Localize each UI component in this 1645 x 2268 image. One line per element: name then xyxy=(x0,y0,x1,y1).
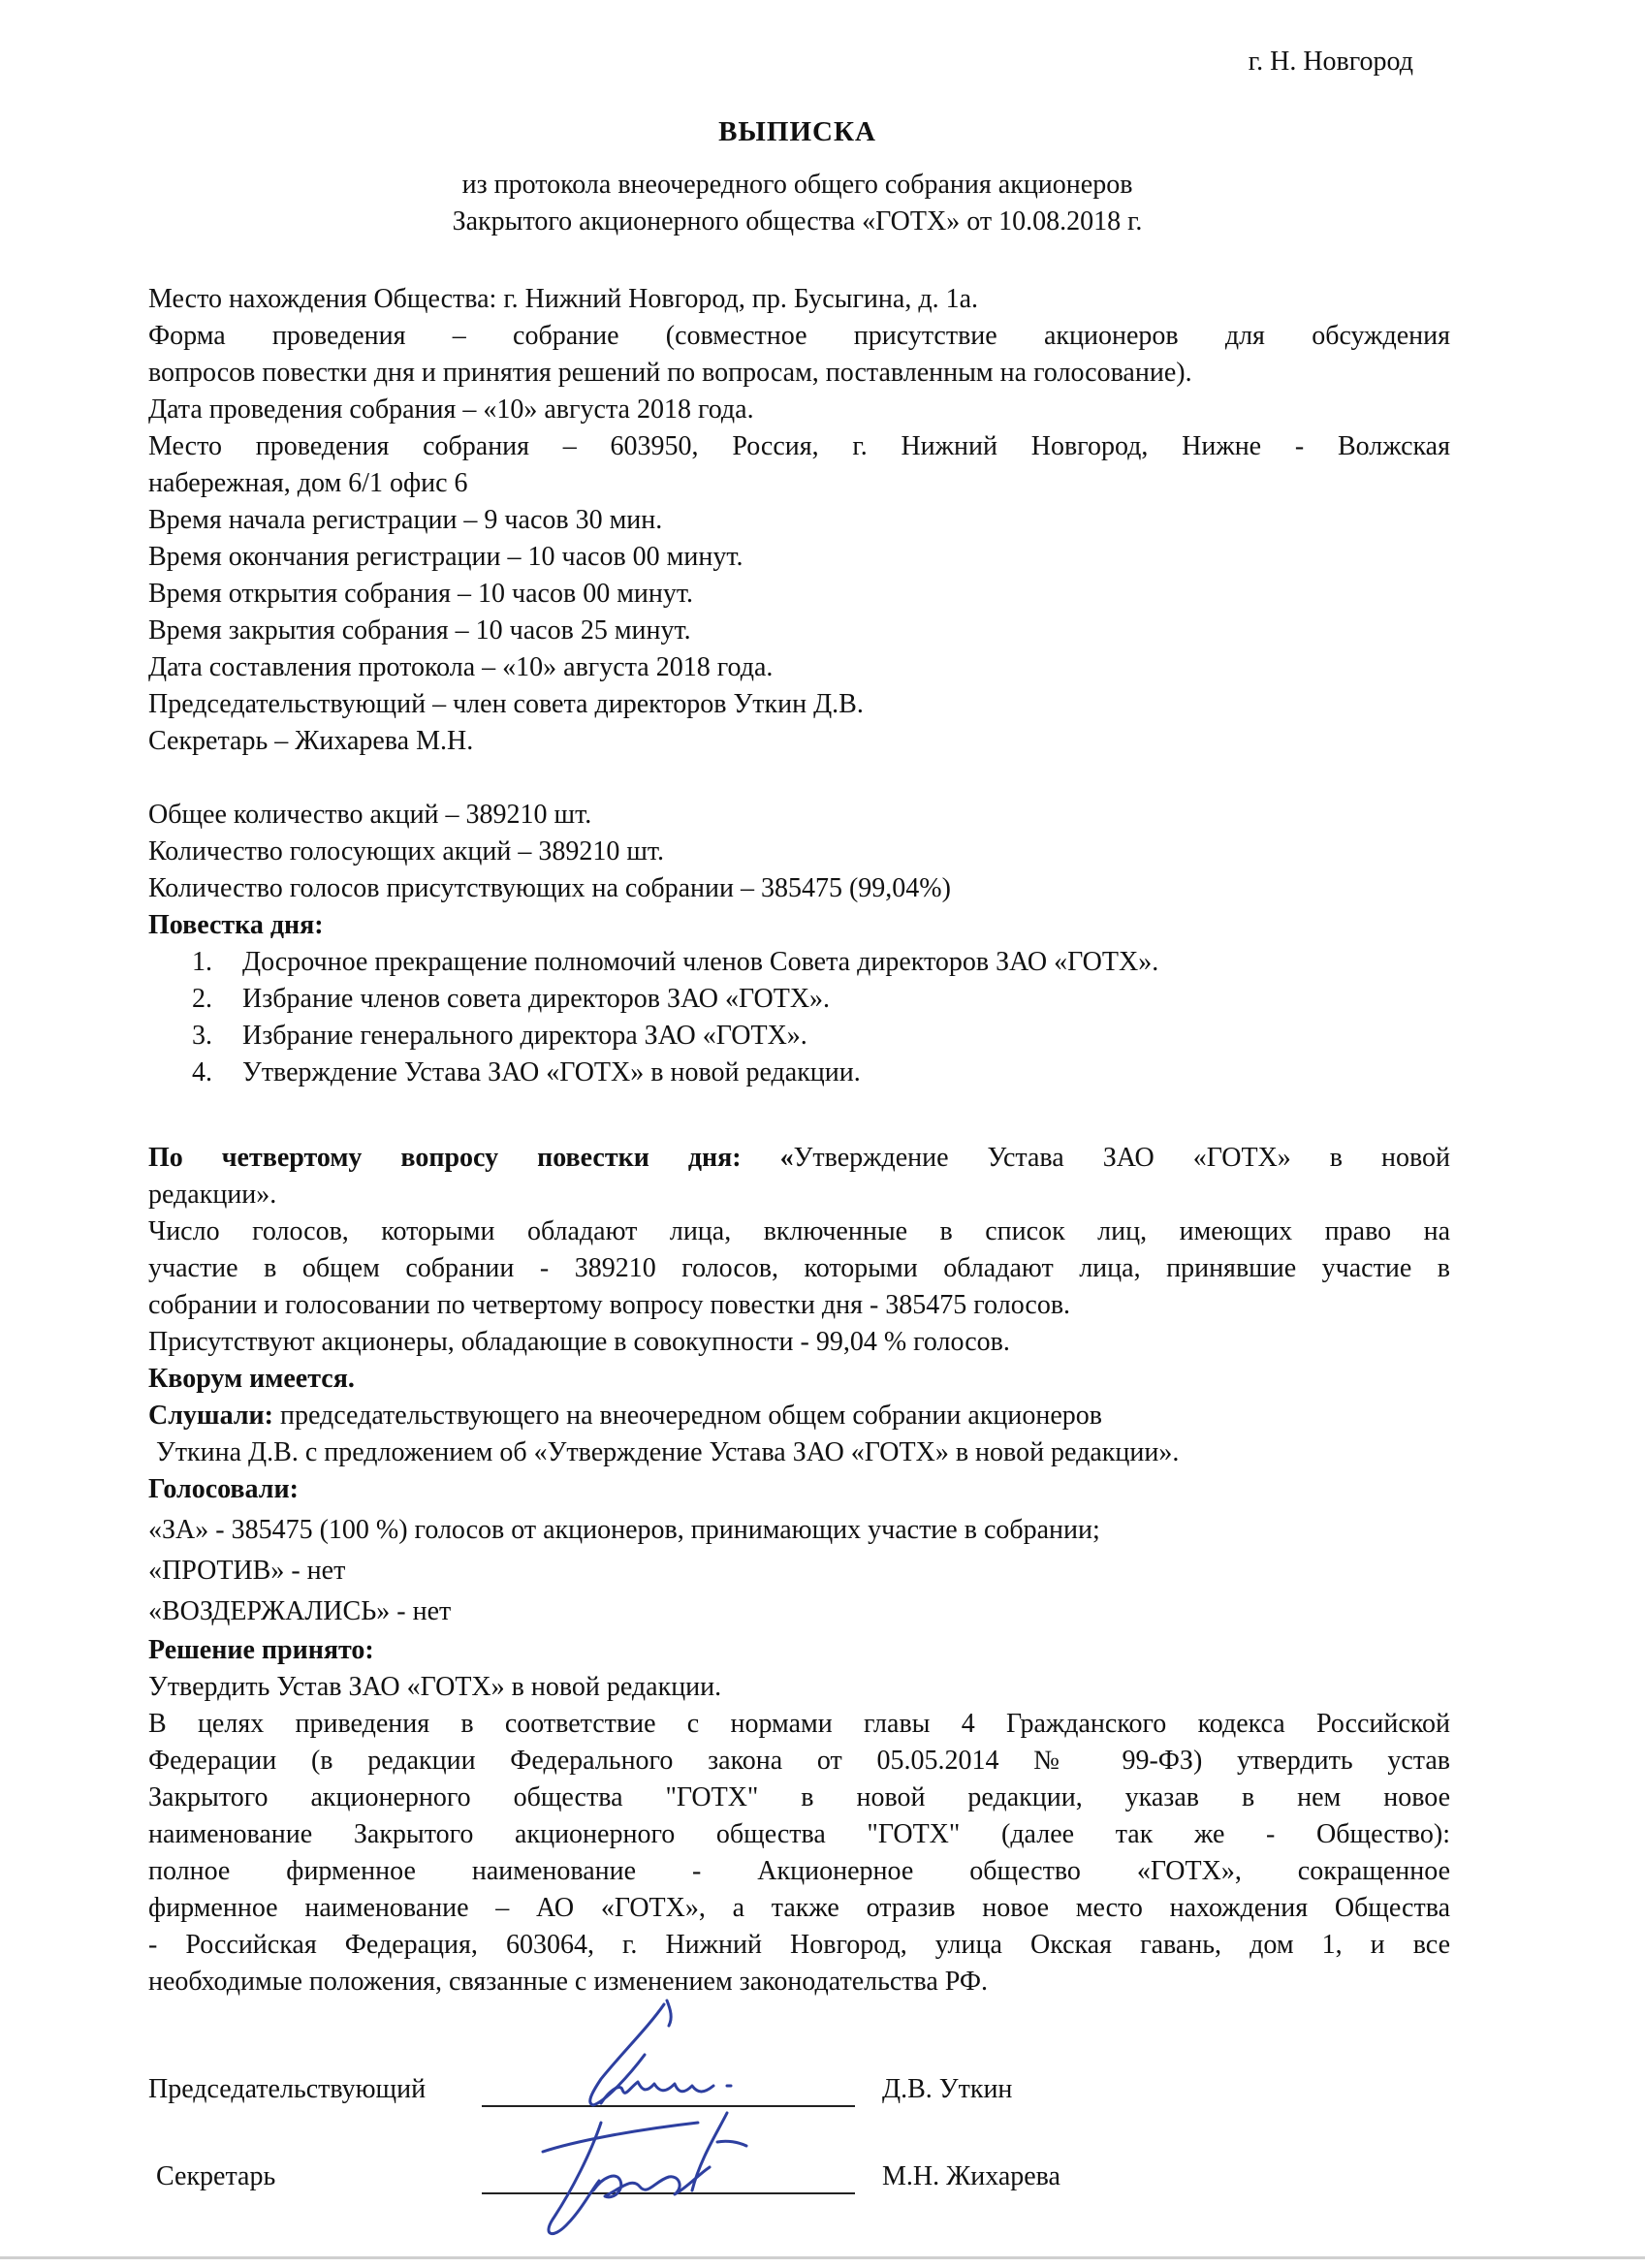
document-subtitle xyxy=(0,167,1595,240)
purpose-line: необходимые положения, связанные с изменением законодательства РФ. xyxy=(148,1967,989,1997)
info-close: Время закрытия собрания – 10 часов 25 минут. xyxy=(148,615,691,646)
votes-text: Присутствуют акционеры, обладающие в совокупности - 99,04 % голосов. xyxy=(148,1327,1010,1357)
purpose-line: фирменное наименование – АО «ГОТХ», а также отразив новое место нахождения Общества xyxy=(148,1893,1450,1923)
info-form-cont: вопросов повестки дня и принятия решений по вопросам, поставленным на голосование). xyxy=(148,358,1192,388)
heard-line xyxy=(148,1398,1450,1434)
agenda-item xyxy=(192,1018,807,1055)
purpose-line: Федерации (в редакции Федерального закона от 05.05.2014 № 99-ФЗ) утвердить устав xyxy=(148,1746,1450,1776)
agenda-item xyxy=(192,1055,861,1091)
decision-text: Утвердить Устав ЗАО «ГОТХ» в новой редакции. xyxy=(148,1672,722,1702)
voted-label: Голосовали: xyxy=(148,1474,299,1504)
votes-text: участие в общем собрании - 389210 голосов, которыми обладают лица, принявшие участие в xyxy=(148,1253,1450,1283)
votes-text: собрании и голосовании по четвертому вопросу повестки дня - 385475 голосов. xyxy=(148,1290,1071,1320)
agenda-item-number: 1. xyxy=(192,947,212,977)
chair-signature-ink xyxy=(590,2000,731,2105)
agenda-item-number: 4. xyxy=(192,1057,212,1087)
info-date: Дата проведения собрания – «10» августа 2018 года. xyxy=(148,394,754,425)
purpose-line: Закрытого акционерного общества "ГОТХ" в новой редакции, указав в нем новое xyxy=(148,1782,1450,1812)
agenda-item-number: 3. xyxy=(192,1021,212,1051)
purpose-line: - Российская Федерация, 603064, г. Нижний Новгород, улица Окская гавань, дом 1, и все xyxy=(148,1930,1450,1960)
secretary-signature-name: М.Н. Жихарева xyxy=(882,2161,1060,2191)
info-reg-end: Время окончания регистрации – 10 часов 00 минут. xyxy=(148,542,743,572)
fourth-question-title-cont: редакции». xyxy=(148,1180,277,1210)
subtitle-line: из протокола внеочередного общего собрания акционеров xyxy=(461,170,1133,200)
agenda-heading: Повестка дня: xyxy=(148,910,324,940)
fourth-question-heading xyxy=(148,1140,1450,1177)
page-bottom-edge xyxy=(0,2256,1645,2259)
agenda-item xyxy=(192,981,830,1018)
purpose-line: наименование Закрытого акционерного общества "ГОТХ" (далее так же - Общество): xyxy=(148,1819,1450,1849)
info-reg-start: Время начала регистрации – 9 часов 30 мин. xyxy=(148,505,663,535)
decision-label: Решение принято: xyxy=(148,1635,374,1665)
info-open: Время открытия собрания – 10 часов 00 минут. xyxy=(148,579,694,609)
agenda-item xyxy=(192,944,1158,981)
secretary-signature-label: Секретарь xyxy=(156,2161,276,2191)
heard-text: председательствующего на внеочередном общем собрании акционеров xyxy=(272,1401,1103,1431)
vote-abstain: «ВОЗДЕРЖАЛИСЬ» - нет xyxy=(148,1596,452,1626)
agenda-item-number: 2. xyxy=(192,984,212,1014)
document-city: г. Н. Новгород xyxy=(1248,47,1413,77)
chair-signature-name: Д.В. Уткин xyxy=(882,2074,1013,2104)
info-venue: Место проведения собрания – 603950, Россия, г. Нижний Новгород, Нижне - Волжская xyxy=(148,431,1450,461)
shares-total: Общее количество акций – 389210 шт. xyxy=(148,800,592,830)
agenda-item-text: Утверждение Устава ЗАО «ГОТХ» в новой редакции. xyxy=(242,1057,861,1087)
votes-text: Число голосов, которыми обладают лица, включенные в список лиц, имеющих право на xyxy=(148,1216,1450,1246)
quorum-status: Кворум имеется. xyxy=(148,1364,355,1394)
handwritten-signatures xyxy=(485,1997,834,2258)
agenda-item-text: Избрание генерального директора ЗАО «ГОТХ». xyxy=(242,1021,807,1051)
purpose-line: В целях приведения в соответствие с нормами главы 4 Гражданского кодекса Российской xyxy=(148,1709,1450,1739)
chair-signature-label: Председательствующий xyxy=(148,2074,427,2104)
agenda-item-text: Избрание членов совета директоров ЗАО «ГОТХ». xyxy=(242,984,831,1014)
info-location: Место нахождения Общества: г. Нижний Новгород, пр. Бусыгина, д. 1а. xyxy=(148,284,978,314)
info-form: Форма проведения – собрание (совместное присутствие акционеров для обсуждения xyxy=(148,321,1450,351)
purpose-line: полное фирменное наименование - Акционерное общество «ГОТХ», сокращенное xyxy=(148,1856,1450,1886)
vote-against: «ПРОТИВ» - нет xyxy=(148,1556,346,1586)
fourth-question-lead: По четвертому вопросу повестки дня: « xyxy=(148,1143,794,1173)
subtitle-line: Закрытого акционерного общества «ГОТХ» от 10.08.2018 г. xyxy=(452,206,1143,236)
info-secretary: Секретарь – Жихарева М.Н. xyxy=(148,726,474,756)
heard-line-cont: Уткина Д.В. с предложением об «Утверждение Устава ЗАО «ГОТХ» в новой редакции». xyxy=(156,1437,1180,1467)
heard-label: Слушали: xyxy=(148,1401,273,1431)
document-title: ВЫПИСКА xyxy=(718,116,876,147)
info-protocol-date: Дата составления протокола – «10» августа 2018 года. xyxy=(148,652,774,682)
agenda-item-text: Досрочное прекращение полномочий членов Совета директоров ЗАО «ГОТХ». xyxy=(242,947,1159,977)
info-chair: Председательствующий – член совета директоров Уткин Д.В. xyxy=(148,689,864,719)
info-venue-cont: набережная, дом 6/1 офис 6 xyxy=(148,468,468,498)
shares-present: Количество голосов присутствующих на собрании – 385475 (99,04%) xyxy=(148,873,951,903)
secretary-signature-ink xyxy=(543,2113,746,2234)
vote-for: «ЗА» - 385475 (100 %) голосов от акционеров, принимающих участие в собрании; xyxy=(148,1515,1100,1545)
shares-voting: Количество голосующих акций – 389210 шт. xyxy=(148,836,665,866)
fourth-question-title: Утверждение Устава ЗАО «ГОТХ» в новой xyxy=(793,1143,1450,1173)
